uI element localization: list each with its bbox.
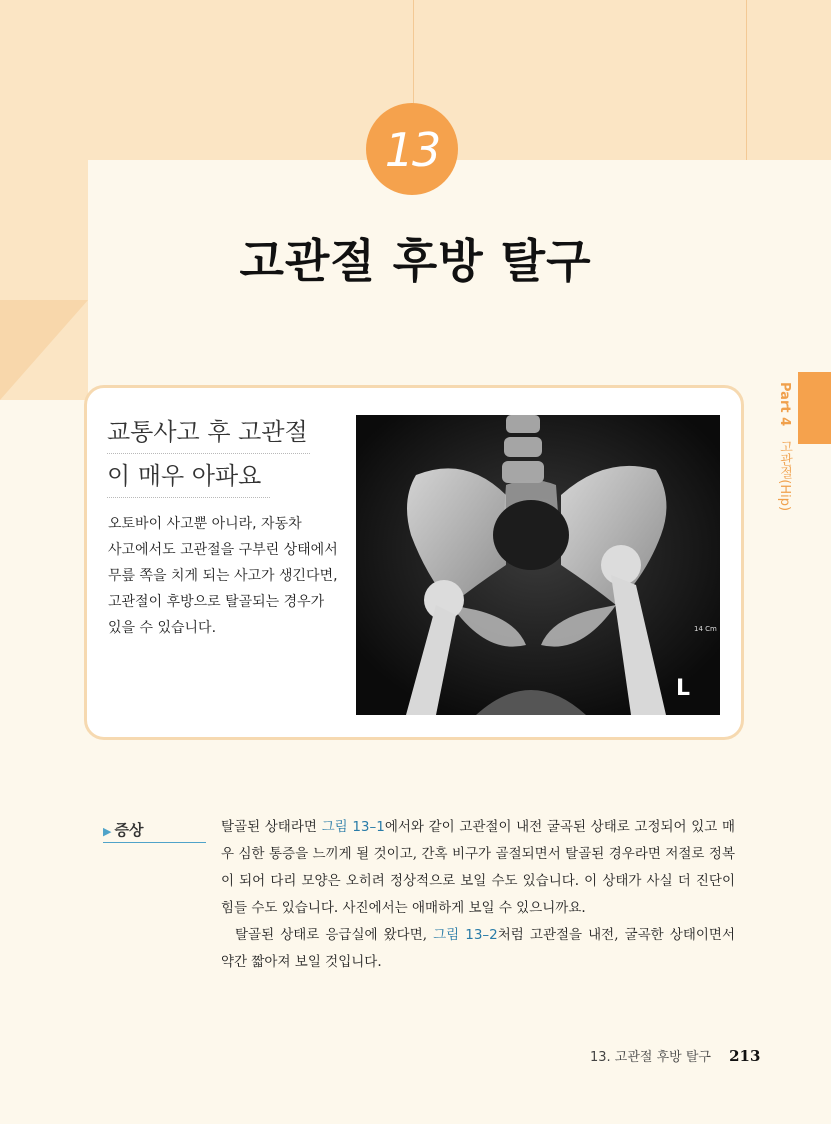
xray-scale-label: 14 Cm bbox=[694, 625, 717, 633]
left-corner-fold bbox=[0, 300, 88, 400]
part-section: 고관절(Hip) bbox=[777, 440, 792, 512]
symptoms-rule bbox=[103, 842, 206, 843]
chevron-right-icon: ▶ bbox=[103, 825, 112, 838]
symptoms-paragraph-2 bbox=[221, 922, 735, 976]
text-run: 탈골된 상태로 응급실에 왔다면, bbox=[235, 927, 434, 943]
figure-ref-13-2[interactable]: 그림 13–2 bbox=[433, 927, 498, 943]
figure-ref-13-1[interactable]: 그림 13–1 bbox=[321, 819, 385, 835]
text-run: 에서와 같이 고관절이 내전 굴곡된 상태로 고정되어 있고 매우 심한 통증을 느끼게 될 것이고, 간혹 비구가 골절되면서 탈골된 경우라면 저절로 정복이 되어 다리 모양은 오히려 정상적으로 보일 수도 있습니다. 이 상태가 사실 더 진단이 힘들 수도 있습니다. 사진에서는 애매하게 보일 수 있으니까요. bbox=[221, 819, 735, 916]
header-rule-left bbox=[413, 0, 414, 105]
case-heading-line-1: 교통사고 후 고관절 bbox=[107, 414, 310, 454]
page-footer bbox=[590, 1046, 760, 1065]
chapter-number-badge bbox=[366, 103, 458, 195]
symptoms-paragraph-1 bbox=[221, 814, 735, 922]
case-description: 오토바이 사고뿐 아니라, 자동차 사고에서도 고관절을 구부린 상태에서 무릎 쪽을 치게 되는 사고가 생긴다면, 고관절이 후방으로 탈골되는 경우가 있을 수 있습니다. bbox=[108, 516, 338, 636]
header-rule-right bbox=[746, 0, 747, 160]
pelvis-xray-image bbox=[356, 415, 720, 715]
chapter-number: 13 bbox=[384, 123, 440, 177]
part-number: Part 4 bbox=[777, 382, 792, 427]
symptoms-body bbox=[221, 814, 735, 976]
part-tab bbox=[798, 372, 831, 444]
text-run: 처럼 고관절을 내전, 굴곡한 상태이면서 약간 짧아져 보일 것입니다. bbox=[221, 927, 735, 970]
page-number: 213 bbox=[729, 1047, 761, 1065]
text-run: 탈골된 상태라면 bbox=[221, 819, 322, 835]
symptoms-heading bbox=[103, 819, 143, 840]
part-label bbox=[775, 382, 794, 511]
xray-side-marker: L bbox=[676, 676, 691, 701]
running-title: 13. 고관절 후방 탈구 bbox=[590, 1050, 711, 1065]
case-heading bbox=[107, 414, 322, 502]
case-heading-line-2: 이 매우 아파요 bbox=[107, 458, 270, 498]
symptoms-label: 증상 bbox=[114, 821, 144, 839]
chapter-title: 고관절 후방 탈구 bbox=[239, 234, 592, 288]
